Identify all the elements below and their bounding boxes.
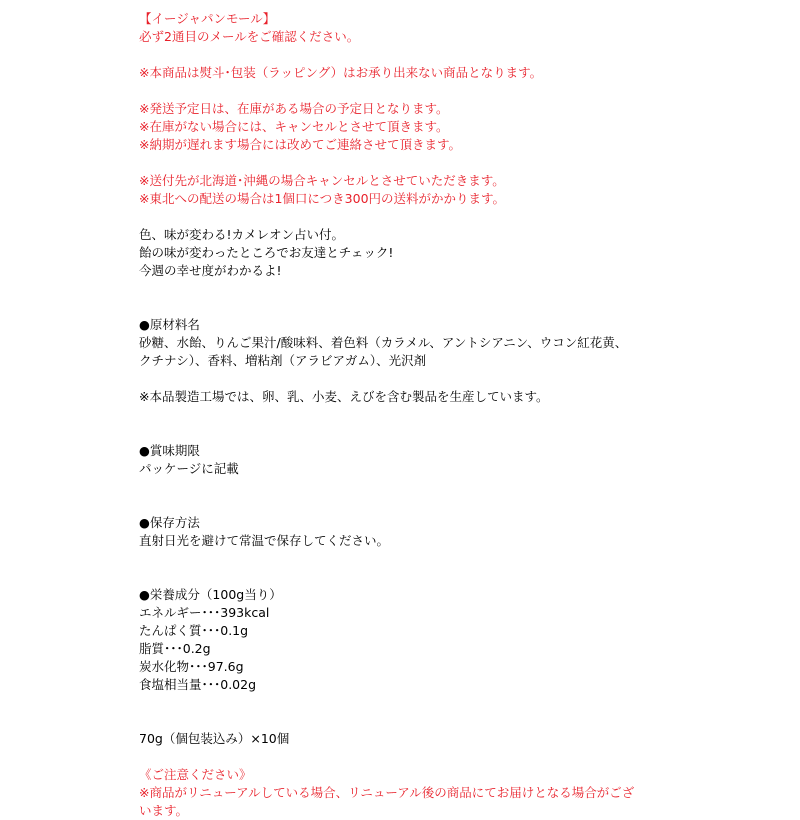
region-notice: ※送付先が北海道･沖縄の場合キャンセルとさせていただきます。 [139, 173, 505, 188]
nutrition-row: 食塩相当量･･･0.02g [139, 677, 257, 692]
package-contents: 70g（個包装込み）×10個 [139, 731, 290, 746]
ingredients-line: 砂糖、水飴、りんご果汁/酸味料、着色料（カラメル、アントシアニン、ウコン紅花黄、 [139, 335, 628, 350]
ingredients-heading: ●原材料名 [139, 317, 200, 332]
ingredients-line: クチナシ）、香料、増粘剤（アラビアガム）、光沢剤 [139, 353, 427, 368]
product-description-document [139, 10, 789, 820]
allergen-note: ※本品製造工場では、卵、乳、小麦、えびを含む製品を生産しています。 [139, 389, 549, 404]
mail-notice: 必ず2通目のメールをご確認ください。 [139, 29, 360, 44]
description-line: 今週の幸せ度がわかるよ! [139, 263, 282, 278]
caution-line: います。 [139, 803, 189, 818]
gift-wrapping-notice: ※本商品は熨斗･包装（ラッピング）はお承り出来ない商品となります。 [139, 65, 543, 80]
store-name: 【イージャパンモール】 [139, 11, 276, 26]
shipping-notice: ※納期が遅れます場合には改めてご連絡させて頂きます。 [139, 137, 461, 152]
best-before-value: パッケージに記載 [139, 461, 239, 476]
region-notice: ※東北への配送の場合は1個口につき300円の送料がかかります。 [139, 191, 506, 206]
description-line: 飴の味が変わったところでお友達とチェック! [139, 245, 394, 260]
best-before-heading: ●賞味期限 [139, 443, 200, 458]
storage-value: 直射日光を避けて常温で保存してください。 [139, 533, 390, 548]
nutrition-row: たんぱく質･･･0.1g [139, 623, 249, 638]
nutrition-row: 炭水化物･･･97.6g [139, 659, 244, 674]
description-line: 色、味が変わる!カメレオン占い付。 [139, 227, 345, 242]
storage-heading: ●保存方法 [139, 515, 200, 530]
shipping-notice: ※在庫がない場合には、キャンセルとさせて頂きます。 [139, 119, 449, 134]
nutrition-heading: ●栄養成分（100g当り） [139, 587, 282, 602]
caution-heading: 《ご注意ください》 [139, 767, 252, 782]
shipping-notice: ※発送予定日は、在庫がある場合の予定日となります。 [139, 101, 449, 116]
nutrition-row: 脂質･･･0.2g [139, 641, 211, 656]
caution-line: ※商品がリニューアルしている場合、リニューアル後の商品にてお届けとなる場合がござ [139, 785, 635, 800]
nutrition-row: エネルギー･･･393kcal [139, 605, 270, 620]
